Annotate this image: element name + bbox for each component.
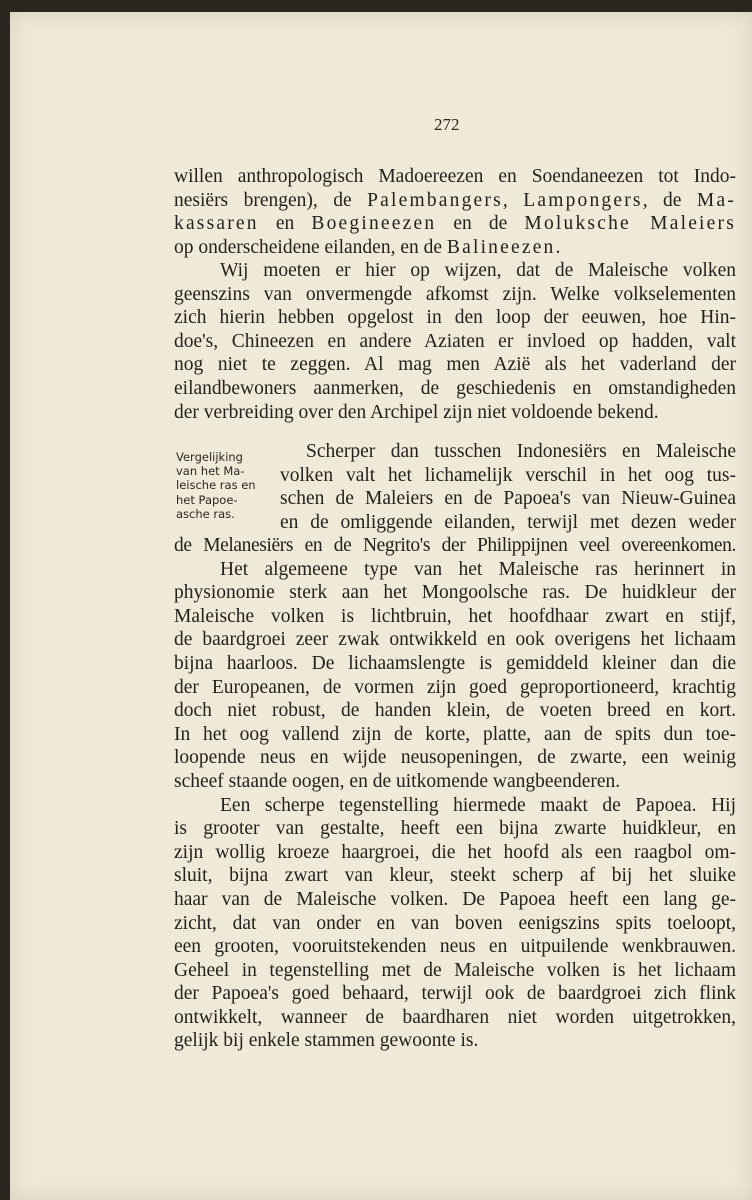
text-line: Geheel in tegenstelling met de Maleische volken is het lichaam	[174, 959, 736, 981]
text-line: haar van de Maleische volken. De Papoea heeft een lang ge-	[174, 888, 736, 910]
text-line: en de omliggende eilanden, terwijl met dezen weder	[280, 511, 736, 533]
text-line: Een scherpe tegenstelling hiermede maakt de Papoea. Hij	[220, 794, 736, 816]
paragraph-comparison-intro	[280, 440, 736, 534]
text-line: nog niet te zeggen. Al mag men Azië als het vaderland der	[174, 354, 736, 376]
margin-note-line: het Papoe-	[176, 492, 238, 507]
text-line: Wij moeten er hier op wijzen, dat de Maleische volken	[220, 260, 736, 281]
text-line: een grooten, vooruitstekenden neus en uitpuilende wenkbrauwen.	[174, 936, 736, 958]
text-line: volken valt het lichamelijk verschil in het oog tus-	[280, 464, 736, 486]
text-line: geenszins van onvermengde afkomst zijn. Welke volkselementen	[174, 283, 736, 305]
text-line: doe's, Chineezen en andere Aziaten er invloed op hadden, valt	[174, 330, 736, 352]
paragraph-physical-types	[174, 534, 736, 1053]
text-line: der verbreiding over den Archipel zijn niet voldoende bekend.	[174, 401, 659, 423]
text-line: der Papoea's goed behaard, terwijl ook de baardgroei zich flink	[174, 983, 736, 1005]
paragraph-mixed-origin	[174, 259, 736, 424]
text-line: bijna haarloos. De lichaamslengte is gemiddeld kleiner dan die	[174, 652, 736, 674]
text-line: kassaren en Boegineezen en de Moluksche Maleiers	[174, 213, 737, 235]
text-line: schen de Maleiers en de Papoea's van Nieuw-Guinea	[280, 488, 736, 510]
book-page	[10, 12, 752, 1200]
text-line: willen anthropologisch Madoereezen en Soendaneezen tot Indo-	[174, 166, 736, 187]
page-number: 272	[434, 115, 460, 134]
text-line: ontwikkelt, wanneer de baardharen niet worden uitgetrokken,	[174, 1006, 736, 1028]
text-line: physionomie sterk aan het Mongoolsche ras. De huidkleur der	[174, 582, 736, 604]
text-line: op onderscheidene eilanden, en de Balineezen.	[174, 236, 561, 258]
text-line: scheef staande oogen, en de uitkomende wangbeenderen.	[174, 770, 621, 792]
text-line: loopende neus en wijde neusopeningen, de zwarte, een weinig	[174, 747, 736, 769]
text-line: zich hierin hebben opgelost in den loop der eeuwen, hoe Hin-	[174, 307, 736, 329]
text-line: zicht, dat van onder en van boven eenigszins spits toeloopt,	[174, 912, 736, 934]
paragraph-ethnic-groups	[174, 165, 736, 259]
text-line: eilandbewoners aanmerken, de geschiedenis en omstandigheden	[174, 377, 736, 399]
text-line: Scherper dan tusschen Indonesiërs en Maleische	[306, 441, 736, 462]
text-line: is grooter van gestalte, heeft een bijna zwarte huidkleur, en	[174, 818, 736, 840]
text-line: zijn wollig kroeze haargroei, die het hoofd als een raagbol om-	[174, 841, 736, 863]
text-line: doch niet robust, de handen klein, de voeten breed en kort.	[174, 700, 736, 722]
text-line: gelijk bij enkele stammen gewoonte is.	[174, 1030, 479, 1052]
text-line: Het algemeene type van het Maleische ras herinnert in	[220, 558, 736, 580]
margin-note-line: Vergelijking	[176, 450, 243, 464]
text-line: nesiërs brengen), de Palembangers, Lampongers, de Ma-	[174, 189, 737, 211]
text-line: Maleische volken is lichtbruin, het hoofdhaar zwart en stijf,	[174, 605, 736, 627]
text-line: sluit, bijna zwart van kleur, steekt scherp af bij het sluike	[174, 865, 736, 887]
text-line: de Melanesiërs en de Negrito's der Philippijnen veel overeenkomen.	[174, 535, 736, 556]
text-line: der Europeanen, de vormen zijn goed geproportioneerd, krachtig	[174, 676, 736, 698]
margin-note-line: leische ras en	[176, 478, 256, 493]
text-line: de baardgroei zeer zwak ontwikkeld en ook overigens het lichaam	[174, 629, 736, 651]
margin-note-line: asche ras.	[176, 506, 235, 521]
margin-note-line: van het Ma-	[176, 464, 245, 479]
margin-note	[176, 450, 272, 521]
text-line: In het oog vallend zijn de korte, platte, aan de spits dun toe-	[174, 723, 736, 745]
